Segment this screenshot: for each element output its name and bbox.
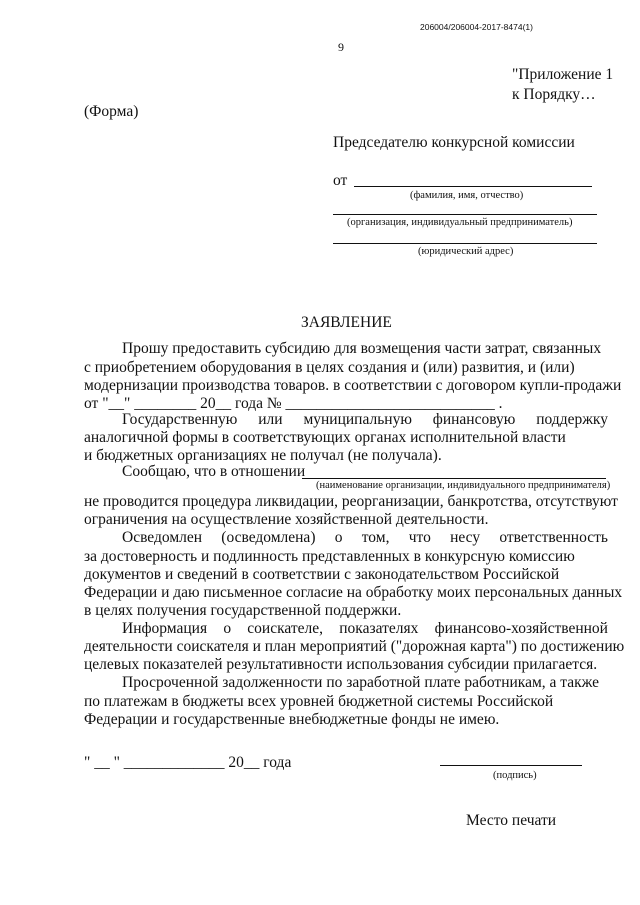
p5-word: соискателе, <box>247 620 324 637</box>
p6-line-1: Просроченной задолженности по заработной плате работникам, а также <box>122 674 600 691</box>
p5-word: Информация <box>122 620 208 637</box>
p2-word: финансовую <box>432 411 516 428</box>
p2-line-2: аналогичной формы в соответствующих органах исполнительной власти <box>84 429 566 446</box>
p4-word: ответственность <box>499 529 608 546</box>
p1-line-1: Прошу предоставить субсидию для возмещения части затрат, связанных <box>122 340 602 357</box>
p5-line-1 <box>122 619 608 638</box>
p4-line-3: документов и сведений в соответствии с законодательством Российской <box>84 566 560 583</box>
p4-line-2: за достоверность и подлинность представленных в конкурсную комиссию <box>84 548 575 565</box>
p5-word: финансово-хозяйственной <box>434 620 608 637</box>
p2-word: или <box>258 411 283 428</box>
date-line: " __ " _____________ 20__ года <box>84 754 292 771</box>
p3-line-1: Сообщаю, что в отношении <box>122 463 306 480</box>
p4-line-1 <box>122 528 608 547</box>
addressee-title: Председателю конкурсной комиссии <box>333 134 575 151</box>
address-field-caption: (юридический адрес) <box>418 246 514 257</box>
organization-field-line[interactable] <box>333 214 597 215</box>
p3-line-3: ограничения на осуществление хозяйственной деятельности. <box>84 511 489 528</box>
p4-line-5: в целях получения государственной поддержки. <box>84 602 402 619</box>
p1-line-3: модернизации производства товаров. в соответствии с договором купли-продажи <box>84 377 622 394</box>
organization-name-line[interactable] <box>302 478 606 479</box>
page-number: 9 <box>338 40 344 54</box>
p2-line-1 <box>122 410 608 429</box>
from-label: от <box>333 172 348 189</box>
document-id: 206004/206004-2017-8474(1) <box>420 22 533 32</box>
p6-line-2: по платежам в бюджеты всех уровней бюджетной системы Российской <box>84 693 554 710</box>
organization-name-caption: (наименование организации, индивидуального предпринимателя) <box>316 480 611 491</box>
address-field-line[interactable] <box>333 243 597 244</box>
p5-word: о <box>223 620 232 637</box>
p4-word: (осведомлена) <box>221 529 316 546</box>
signature-line[interactable] <box>440 765 582 766</box>
p2-word: муниципальную <box>303 411 412 428</box>
p4-word: том, <box>361 529 390 546</box>
p1-line-2: с приобретением оборудования в целях создания и (или) развития, и (или) <box>84 359 575 376</box>
p4-word: что <box>408 529 431 546</box>
name-field-caption: (фамилия, имя, отчество) <box>410 190 524 201</box>
p5-line-3: целевых показателей результативности использования субсидии прилагается. <box>84 656 598 673</box>
p2-line-3: и бюджетных организациях не получал (не получала). <box>84 447 442 464</box>
p4-word: Осведомлен <box>122 529 203 546</box>
signature-caption: (подпись) <box>493 770 537 781</box>
organization-field-caption: (организация, индивидуальный предприниматель) <box>347 217 573 228</box>
p4-word: несу <box>450 529 481 546</box>
p4-word: о <box>334 529 343 546</box>
appendix-line-2: к Порядку… <box>512 86 596 103</box>
p2-word: поддержку <box>536 411 608 428</box>
p3-line-2: не проводится процедура ликвидации, реорганизации, банкротства, отсутствуют <box>84 493 618 510</box>
name-field-line[interactable] <box>354 186 592 187</box>
p4-line-4: Федерации и даю письменное согласие на обработку моих персональных данных <box>84 584 623 601</box>
document-title: ЗАЯВЛЕНИЕ <box>301 314 392 331</box>
form-label: (Форма) <box>84 103 139 120</box>
p6-line-3: Федерации и государственные внебюджетные фонды не имею. <box>84 711 500 728</box>
appendix-line-1: "Приложение 1 <box>512 66 614 83</box>
stamp-place-label: Место печати <box>466 812 557 829</box>
p1-line-4: от "__" ________ 20__ года № ___________________________ . <box>84 395 503 412</box>
p5-line-2: деятельности соискателя и план мероприятий ("дорожная карта") по достижению <box>84 638 625 655</box>
p2-word: Государственную <box>122 411 238 428</box>
p5-word: показателях <box>339 620 419 637</box>
